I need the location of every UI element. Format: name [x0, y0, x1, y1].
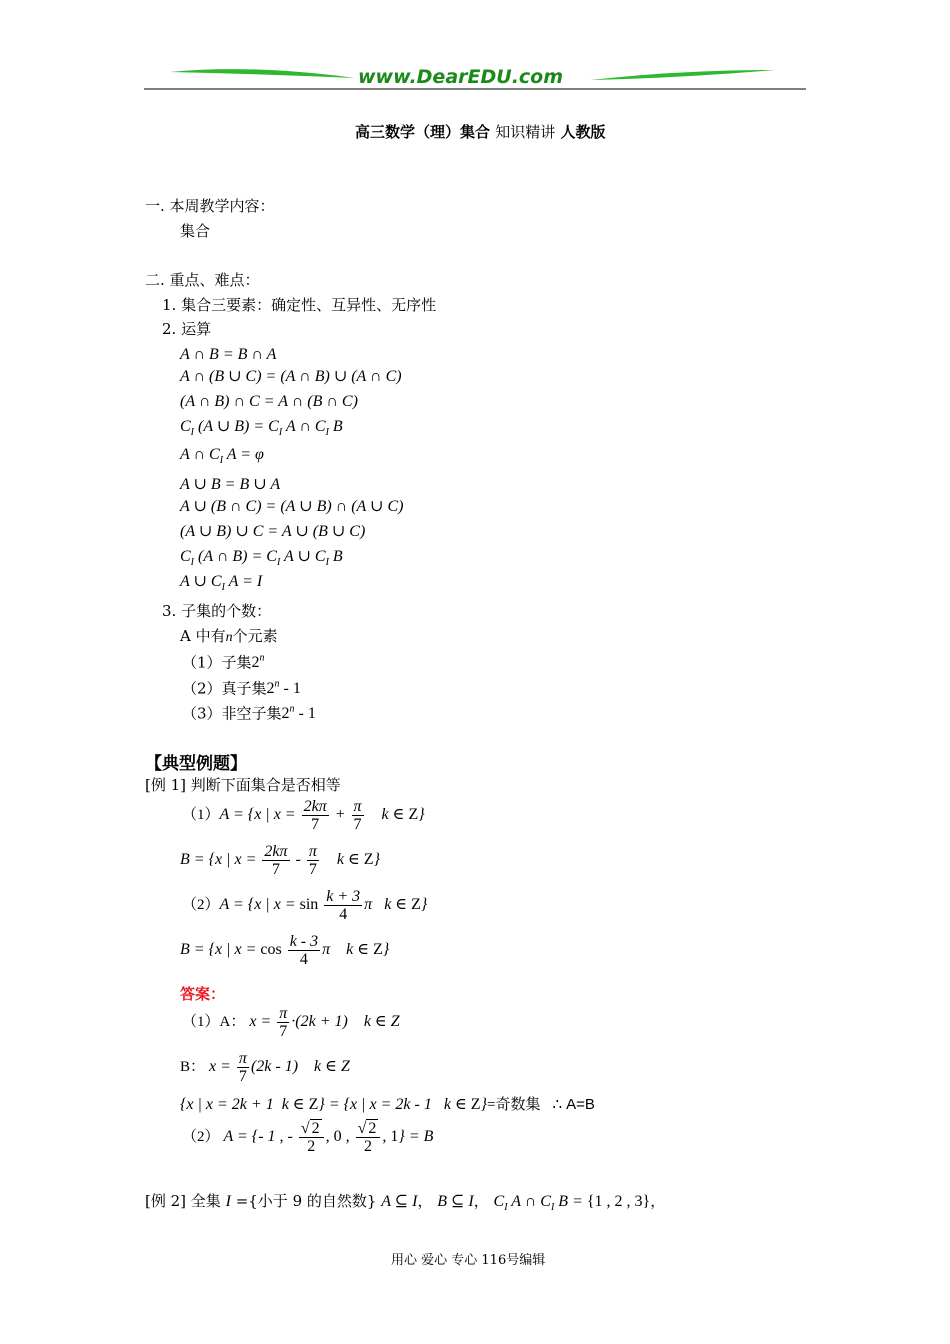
- example2-line: [例 2] 全集 I ={小于 9 的自然数} A ⊆ I， B ⊆ I， $C_I$ A ∩ $C_I$ B = {1 , 2 , 3}，: [145, 1192, 666, 1214]
- section2-heading: 二. 重点、难点：: [145, 271, 260, 289]
- title-part1: 高三数学（理）集合: [355, 123, 491, 141]
- ex1-part2-B: B = {x | x = cos $\frac{k - 3}{4}$ π k ∈ Z}: [180, 933, 390, 968]
- ex1-part2-A: （2）A = {x | x = sin $\frac{k + 3}{4}$ π k ∈ Z}: [182, 888, 428, 923]
- answer-label: 答案：: [180, 985, 226, 1003]
- formula-3: (A ∩ B) ∩ C = A ∩ (B ∩ C): [180, 393, 358, 410]
- subset-3: （3）非空子集2$^n$ - 1: [182, 704, 316, 723]
- title-part3: 人教版: [560, 123, 606, 141]
- ans1-A: （1）A： x = $\frac{\pi}{7}$ ·(2k + 1) k ∈ Z: [182, 1005, 400, 1040]
- logo-text[interactable]: www.DearEDU.com: [358, 66, 564, 88]
- formula-4: $C_I$ (A ∪ $B) = C_I$ A ∩ $C_I$ B: [180, 418, 343, 439]
- subset-intro: A 中有n个元素: [180, 627, 278, 645]
- formula-7: A ∪ (B ∩ C) = (A ∪ B) ∩ (A ∪ C): [180, 498, 404, 515]
- section2-item2: 2. 运算: [162, 320, 212, 338]
- ex1-part1-B: B = {x | x = $\frac{2k\pi}{7}$ - $\frac{\pi}{7}$ k ∈ Z}: [180, 843, 380, 878]
- formula-2: A ∩ (B ∪ C) = (A ∩ B) ∪ (A ∩ C): [180, 368, 402, 385]
- subset-2: （2）真子集2$^n$ - 1: [182, 679, 301, 698]
- examples-heading: 【典型例题】: [145, 754, 247, 774]
- formula-1: A ∩ B = B ∩ A: [180, 346, 277, 363]
- example1-title: [例 1] 判断下面集合是否相等: [145, 776, 341, 794]
- section1-heading: 一. 本周教学内容：: [145, 197, 275, 215]
- formula-10: A ∪ $C_I$ A = I: [180, 573, 263, 594]
- formula-5: A ∩ $C_I$ A = φ: [180, 446, 264, 467]
- formula-5-lhs: A ∩ C: [180, 446, 220, 463]
- subset-1: （1）子集2$^n$: [182, 653, 265, 672]
- ans1-B: B： x = $\frac{\pi}{7}$ (2k - 1) k ∈ Z: [180, 1050, 350, 1085]
- section2-item3: 3. 子集的个数：: [162, 602, 272, 620]
- formula-9: $C_I$ (A ∩ $B) = C_I$ A ∪ $C_I$ B: [180, 548, 343, 569]
- page-footer: 用心 爱心 专心 116号编辑: [391, 1253, 546, 1268]
- section2-item1: 1. 集合三要素：确定性、互异性、无序性: [162, 296, 437, 314]
- formula-4-c: C: [180, 418, 191, 435]
- page-title: [355, 123, 606, 141]
- ans2: （2） A = {- 1 , - $\frac{√ 2}{2}$ , 0 , $\frac{√ 2}{2}$ , 1} = B: [182, 1120, 434, 1155]
- section1-content: 集合: [180, 222, 211, 240]
- ex1-part1-A: （1）A = {x | x = $\frac{2k\pi}{7}$ + $\frac{\pi}{7}$ k ∈ Z}: [182, 798, 425, 833]
- header-logo: [140, 62, 810, 94]
- formula-6: A ∪ B = B ∪ A: [180, 476, 281, 493]
- ans1-conclusion: {x | x = 2k + 1 k ∈ Z} = {x | x = 2k - 1 k ∈ Z}=奇数集 ∴ A=B: [180, 1096, 595, 1113]
- title-part2: 知识精讲: [495, 123, 556, 141]
- formula-8: (A ∪ B) ∪ C = A ∪ (B ∪ C): [180, 523, 366, 540]
